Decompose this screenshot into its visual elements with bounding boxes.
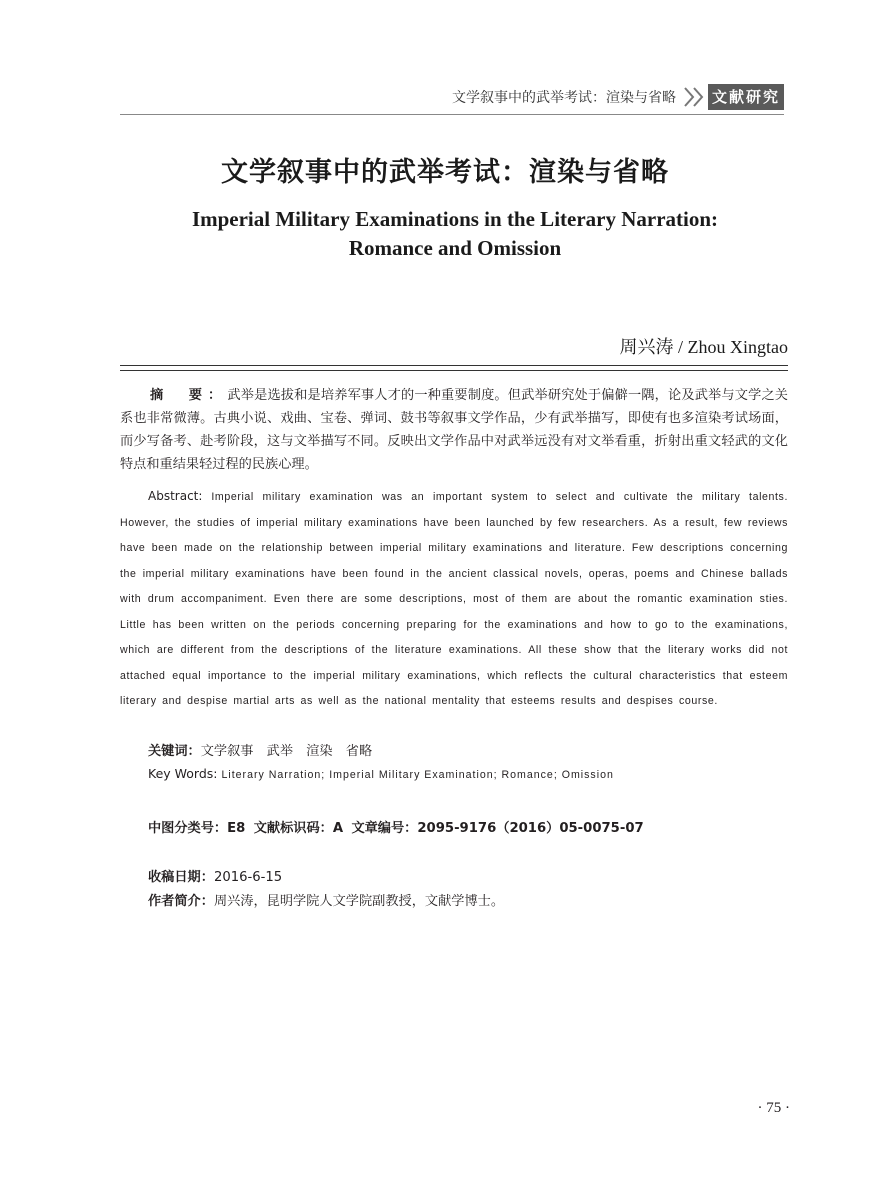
received-date-label: 收稿日期： — [148, 870, 214, 885]
abstract-english — [120, 484, 788, 715]
title-english-line-2: Romance and Omission — [348, 236, 562, 260]
clc-number-value: E8 — [227, 821, 246, 836]
divider-rule — [120, 365, 788, 366]
keywords-english — [148, 766, 614, 782]
abstract-chinese-label: 摘 要： — [150, 388, 228, 403]
section-tag: 文献研究 — [708, 84, 784, 110]
abstract-chinese — [120, 384, 788, 476]
chevron-right-icon — [682, 85, 708, 109]
author-bio — [148, 890, 504, 909]
running-title: 文学叙事中的武举考试：渲染与省略 — [452, 90, 676, 106]
keywords-english-value: Literary Narration; Imperial Military Examination; Romance; Omission — [221, 769, 614, 781]
abstract-english-label: Abstract: — [148, 489, 212, 503]
title-english-line-1: Imperial Military Examinations in the Literary Narration: — [191, 207, 719, 231]
keywords-chinese-label: 关键词： — [148, 744, 201, 759]
keywords-english-label: Key Words: — [148, 766, 222, 781]
received-date-value: 2016-6-15 — [213, 870, 283, 885]
author-name-chinese: 周兴涛 — [619, 337, 674, 357]
author-byline — [619, 333, 788, 359]
classification-info — [148, 817, 644, 836]
title-english — [100, 205, 810, 263]
divider-rule — [120, 370, 788, 371]
author-bio-label: 作者简介： — [148, 894, 214, 909]
page-number: · 75 · — [757, 1100, 790, 1116]
header-rule — [120, 114, 784, 115]
running-header — [120, 82, 784, 114]
abstract-english-text: Imperial military examination was an important system to select and cultivate the military talents. However, the studies of imperial military examinations have been launched by few researchers. As a result, few reviews have been made on the relationship between imperial military examinations and literature. Few descriptions concerning the imperial military examinations have been found in the ancient classical novels, operas, poems and Chinese ballads with drum accompaniment. Even there are some descriptions, most of them are about the romantic examination sties. Little has been written on the periods concerning preparing for the examinations and how to go to the examinations, which are different from the descriptions of the literature examinations. All these show that the literary works did not attached equal importance to the imperial military examinations, which reflects the cultural characteristics that esteem literary and despise martial arts as well as the national mentality that esteems results and despises course. — [120, 491, 788, 707]
author-separator: / — [673, 337, 688, 357]
article-number-value: 2095-9176（2016）05-0075-07 — [417, 821, 644, 836]
received-date — [148, 866, 282, 885]
keywords-chinese-value: 文学叙事 武举 渲染 省略 — [200, 744, 373, 759]
author-bio-value: 周兴涛，昆明学院人文学院副教授，文献学博士。 — [213, 894, 505, 909]
abstract-chinese-text: 武举是选拔和是培养军事人才的一种重要制度。但武举研究处于偏僻一隅，论及武举与文学之关系也非常微薄。古典小说、戏曲、宝卷、弹词、鼓书等叙事文学作品，少有武举描写，即使有也多渲染考试场面，而少写备考、赴考阶段，这与文举描写不同。反映出文学作品中对武举远没有对文举看重，折射出重文轻武的文化特点和重结果轻过程的民族心理。 — [120, 388, 788, 472]
article-number-label: 文章编号： — [351, 821, 418, 836]
clc-number-label: 中图分类号： — [148, 821, 228, 836]
document-code-value: A — [332, 821, 344, 836]
document-code-label: 文献标识码： — [253, 821, 333, 836]
author-name-english: Zhou Xingtao — [687, 337, 788, 357]
keywords-chinese — [148, 740, 372, 759]
title-chinese: 文学叙事中的武举考试：渲染与省略 — [221, 157, 669, 188]
